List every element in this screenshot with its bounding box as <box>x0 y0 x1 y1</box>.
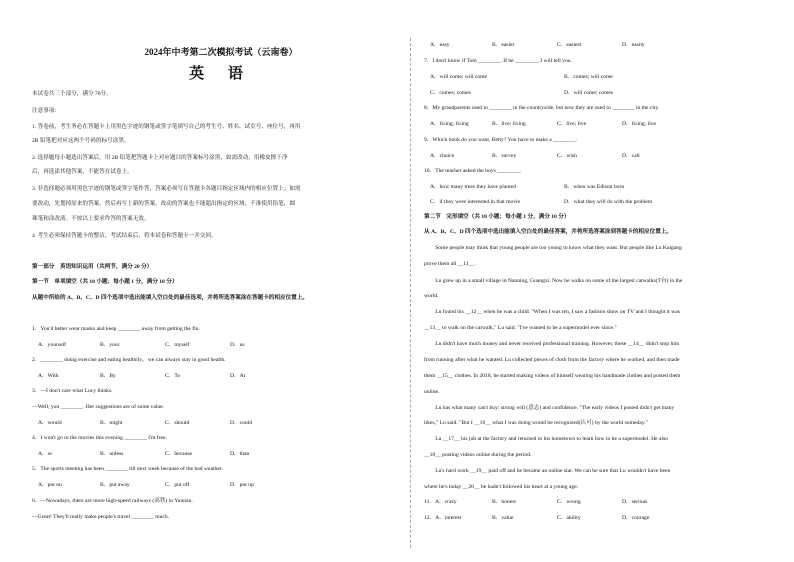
option[interactable]: B．survey <box>492 153 517 159</box>
option[interactable]: D．At <box>230 373 246 379</box>
section1-instruction: 从题中所给的 A、B、C、D 四个选项中选出能填入空白处的最佳选项，并将所选答案涂在答题卡的相应位置上。 <box>32 295 308 301</box>
passage-line: Some people may think that young people are too young to know what they want. But people like Lu Kaigang <box>424 245 682 251</box>
question-stem: 3．—I don't care what Lucy thinks. <box>32 388 113 394</box>
composition-note: 本试卷共三个部分，满分 70分。 <box>32 91 112 97</box>
option[interactable]: B．live; living <box>492 121 526 127</box>
option[interactable]: C．wrong <box>557 499 581 505</box>
section2-instruction: 从 A、B、C、D 四个选项中选出能填入空白处的最佳答案，并将所选答案涂到答题卡的相应位置上。 <box>424 229 672 235</box>
notice-line: 后，再选涂其他答案，不能答在试卷上。 <box>32 169 133 175</box>
question-stem: —Great! They'll really make people's travel ________ much. <box>32 514 170 520</box>
option[interactable]: B．comes; will come <box>564 74 613 80</box>
option[interactable]: C．comes; comes <box>430 90 471 96</box>
passage-line: Lu ＿17＿ his job at the factory and returned to his hometown to learn how to be a supermodel. He also <box>424 436 669 442</box>
option[interactable]: A．would <box>38 420 62 426</box>
option[interactable]: B．when was Edison born <box>564 184 625 190</box>
option[interactable]: A．easy <box>430 42 450 48</box>
question-stem: 10．The teacher asked the boys ________. <box>424 168 521 174</box>
option[interactable]: D．put up <box>230 482 254 488</box>
question-stem: —Well, you ________. Her suggestions are of some value. <box>32 404 165 410</box>
option[interactable]: B．unless <box>100 451 124 457</box>
part1-heading: 第一部分 英语知识运用（共两节，满分 20 分） <box>32 264 153 270</box>
question-stem: 7．I don't know if Tom ________. If he ________, I will tell you. <box>424 58 572 64</box>
option[interactable]: C．easiest <box>557 42 582 48</box>
passage-line: Lu found his ＿12＿ when he was a child. "When I was ten, I saw a fashion show on TV and I thought it was <box>424 309 680 315</box>
option[interactable]: A．how many trees they have planted <box>430 184 516 190</box>
option[interactable]: A．or <box>38 451 53 457</box>
question-stem: 9．Which book do you want, Betty? You have to make a ________. <box>424 137 577 143</box>
option[interactable]: B．honest <box>492 499 516 505</box>
notice-line: 2. 选择题每小题选出答案后，用 2B 铅笔把答题卡上对应题目的答案标号涂黑，如需改动，用橡皮擦干净 <box>32 155 288 161</box>
passage-line: Lu has what many can't buy: strong will (意志) and confidence. "The early videos I posted didn't get many <box>424 405 675 411</box>
option[interactable]: B．value <box>492 515 514 521</box>
option[interactable]: A．With <box>38 373 59 379</box>
notice-line: 要改动，先划掉原来的答案，然后再写上新的答案，改动的答案也不能超出指定的区域；不准使用铅笔，圆 <box>32 201 295 207</box>
passage-line: them ＿15＿ clothes. In 2018, he started making videos of himself wearing his handmade clothes and posted them <box>424 373 681 379</box>
notice-line: 4. 考生必须保持答题卡的整洁，考试结束后，将本试卷和答题卡一并交回。 <box>32 233 217 239</box>
option[interactable]: A．choice <box>430 153 455 159</box>
option[interactable]: C．because <box>165 451 193 457</box>
passage-line: online. <box>424 389 440 395</box>
notice-line: 1. 答卷前，考生务必在答题卡上用黑色字迹的钢笔或签字笔填写自己的考生号、姓名、试室号、座位号，再用 <box>32 124 301 130</box>
question-stem: 5．The sports meeting has been ________ till next week because of the bad weather. <box>32 466 223 472</box>
option[interactable]: C．put off <box>165 482 190 488</box>
option[interactable]: C．live; live <box>557 121 587 127</box>
option[interactable]: D．courage <box>622 515 650 521</box>
question-stem: 4．I won't go to the movies this evening ________ I'm free. <box>32 435 167 441</box>
option[interactable]: D．what they will do with the problem <box>564 199 653 205</box>
subject-title: 英 语 <box>189 66 253 82</box>
exam-title: 2024年中考第二次模拟考试（云南卷） <box>144 47 298 57</box>
notice-line: 3. 非选择题必须用黑色字迹的钢笔或签字笔作答，答案必须写在答题卡各题目指定区域内的相应位置上；如需 <box>32 186 301 192</box>
option[interactable]: 11．A．crazy <box>424 499 457 505</box>
option[interactable]: B．By <box>100 373 116 379</box>
passage-line: Lu's hard work ＿19＿ paid off and he became an online star. We can be sure that Lu wouldn't have been <box>424 468 671 474</box>
passage-line: where he's today ＿20＿ he hadn't followed his heart at a young age. <box>424 484 579 490</box>
passage-line: Lu grew up in a small village in Nanning, Guangxi. Now he walks on some of the largest catwalks(T台) in the <box>424 278 683 284</box>
option[interactable]: A．will come; will come <box>430 74 488 80</box>
option[interactable]: B．easier <box>492 42 515 48</box>
notice-title: 注意事项： <box>32 108 60 114</box>
option[interactable]: C．To <box>165 373 181 379</box>
question-stem: 2．________ doing exercise and eating healthily，we can always stay in good health. <box>32 357 226 363</box>
option[interactable]: D．call <box>622 153 640 159</box>
option[interactable]: C．wish <box>557 153 577 159</box>
option[interactable]: A．put on <box>38 482 62 488</box>
passage-line: world. <box>424 293 439 299</box>
question-stem: 1．You'd better wear masks and keep ________ away from getting the flu. <box>32 326 200 332</box>
passage-line: from running after what he wanted. Lu collected pieces of cloth from the factory where he worked, and then made <box>424 357 680 363</box>
option[interactable]: C．should <box>165 420 190 426</box>
option[interactable]: D．easily <box>622 42 645 48</box>
option[interactable]: 12．A．interest <box>424 515 462 521</box>
right-column <box>424 0 794 562</box>
passage-line: ＿18＿ posting videos online during the period. <box>424 452 532 458</box>
column-divider <box>410 38 411 548</box>
option[interactable]: D．living; live <box>622 121 657 127</box>
passage-line: ＿13＿ to walk on the catwalk," Lu said. "I've wanted to be a supermodel ever since." <box>424 325 617 331</box>
option[interactable]: B．might <box>100 420 123 426</box>
notice-line: 2B 铅笔把对应这两个号码的标号涂黑。 <box>32 138 130 144</box>
passage-line: prove them all ＿11＿. <box>424 261 476 267</box>
section2-heading: 第二节 完形填空（共 10 小题；每小题 1 分，满分 10 分） <box>424 214 570 220</box>
passage-line: Lu didn't have much money and never received professional training. However, these ＿14＿ didn't stop him <box>424 341 680 347</box>
section1-heading: 第一节 单项填空（共 10 小题；每小题 1 分，满分 10 分） <box>32 279 178 285</box>
question-stem: 8．My grandparents used to ________ in the countryside, but now they are used to ________ in the city. <box>424 105 660 111</box>
option[interactable]: C．myself <box>165 342 190 348</box>
passage-line: likes," Lu said. "But I ＿16＿ what I was doing would be recognized(认可) by the world someday." <box>424 420 648 426</box>
option[interactable]: C．ability <box>557 515 581 521</box>
option[interactable]: D．us <box>230 342 245 348</box>
option[interactable]: D．will come; comes <box>564 90 614 96</box>
question-stem: 6．—Nowadays, there are more high-speed railways (高铁) in Yunnan. <box>32 498 193 504</box>
option[interactable]: B．put away <box>100 482 130 488</box>
option[interactable]: B．your <box>100 342 120 348</box>
option[interactable]: A．living; living <box>430 121 469 127</box>
option[interactable]: D．could <box>230 420 253 426</box>
notice-line: 珠笔和涂改液。不按以上要求作答的答案无效。 <box>32 216 150 222</box>
option[interactable]: D．than <box>230 451 250 457</box>
option[interactable]: A．yourself <box>38 342 66 348</box>
option[interactable]: D．serious <box>622 499 648 505</box>
left-column <box>32 0 410 562</box>
option[interactable]: C．if they were interested in that movie <box>430 199 521 205</box>
